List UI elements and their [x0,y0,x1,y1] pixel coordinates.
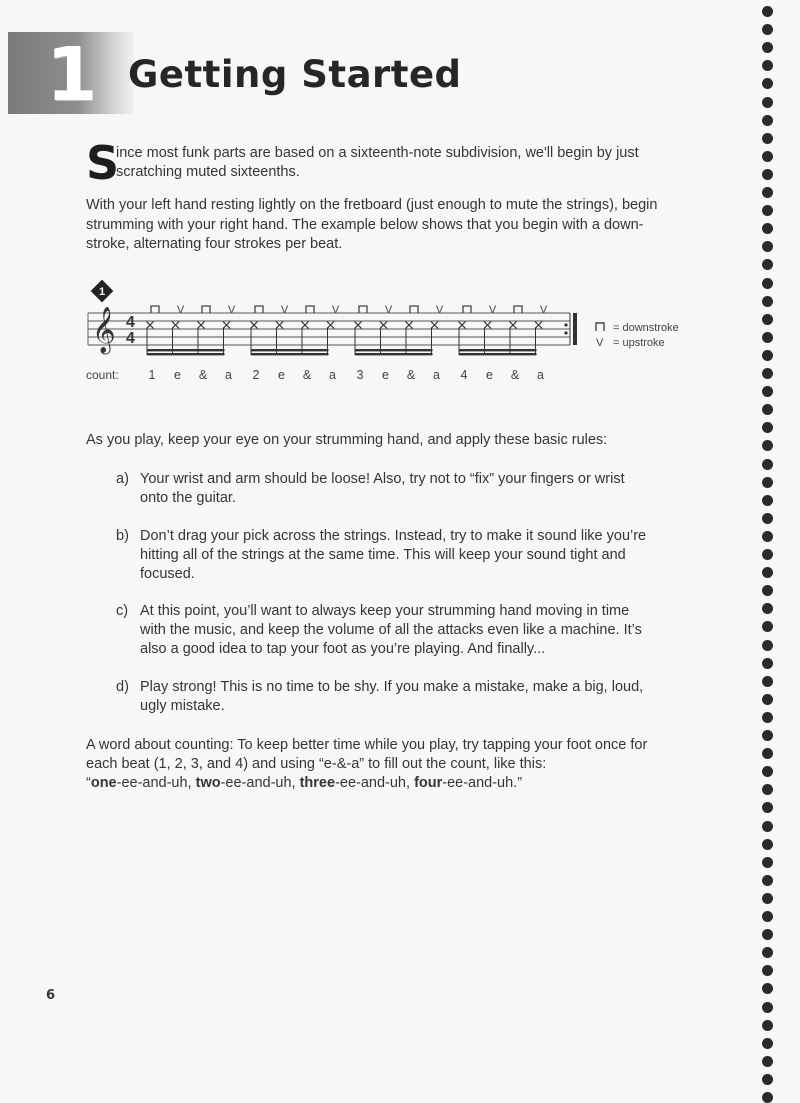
binding-hole [762,821,773,832]
binding-hole [762,60,773,71]
count-syllable: e [278,368,285,382]
binding-hole [762,332,773,343]
count-text: -ee-and-uh, [220,775,300,791]
rule-d-line-2: ugly mistake. [140,698,225,714]
beam [459,353,537,355]
rule-marker: a) [116,471,129,487]
rules-intro: As you play, keep your eye on your strumming hand, and apply these basic rules: [86,432,608,448]
binding-hole [762,133,773,144]
binding-hole [762,241,773,252]
binding-hole [762,422,773,433]
rule-d-line-1: Play strong! This is no time to be shy. If you make a mistake, make a big, loud, [140,679,644,695]
treble-clef: 𝄞 [92,308,116,352]
chapter-title: Getting Started [128,53,462,96]
count-label: count: [86,368,119,382]
binding-hole [762,386,773,397]
downstroke-mark [463,306,471,313]
rule-c-line-3: also a good idea to tap your foot as you’re playing. And finally... [140,641,546,657]
downstroke-mark [306,306,314,313]
upstroke-mark: V [539,304,548,316]
count-word-bold: two [195,775,221,791]
count-syllable: a [225,368,232,382]
binding-hole [762,151,773,162]
beam [459,349,537,351]
binding-hole [762,549,773,560]
binding-hole [762,1038,773,1049]
upstroke-mark: V [384,304,393,316]
binding-hole [762,1074,773,1085]
binding-hole [762,24,773,35]
binding-hole [762,784,773,795]
beam [355,349,433,351]
downstroke-mark [410,306,418,313]
downstroke-mark [151,306,159,313]
stroke-legend [596,322,679,349]
binding-hole [762,169,773,180]
rule-b-line-1: Don’t drag your pick across the strings. Instead, try to make it sound like you’re [140,528,647,544]
count-syllable: & [198,368,208,382]
binding-hole [762,78,773,89]
count-text: -ee-and-uh, [116,775,196,791]
example-number: 1 [98,286,106,298]
upstroke-mark: V [488,304,497,316]
counting-line-2: each beat (1, 2, 3, and 4) and using “e-&-a” to fill out the count, like this: [86,756,547,772]
binding-hole [762,947,773,958]
binding-hole [762,857,773,868]
binding-hole [762,368,773,379]
count-syllable: a [433,368,440,382]
count-syllable: e [174,368,181,382]
rule-marker: b) [116,528,129,544]
upstroke-mark: V [227,304,236,316]
binding-hole [762,585,773,596]
binding-hole [762,459,773,470]
binding-hole [762,640,773,651]
binding-hole [762,97,773,108]
count-syllable: 4 [460,368,468,382]
music-example [0,275,800,385]
count-syllable: 3 [356,368,364,382]
binding-hole [762,6,773,17]
downstroke-mark [255,306,263,313]
counting-line-3 [86,774,706,794]
page-number: 6 [46,988,56,1003]
paragraph-instructions: With your left hand resting lightly on the fretboard (just enough to mute the strings), begin strumming with your right hand. The example below shows that you begin with a down-stroke, alternating four strokes per beat. [86,197,658,252]
binding-hole [762,983,773,994]
upstroke-mark: V [280,304,289,316]
example-badge [91,280,114,303]
count-syllable: 2 [252,368,260,382]
chapter-number: 1 [46,32,98,118]
rule-c-line-2: with the music, and keep the volume of all the attacks even like a machine. It’s [140,622,642,638]
downstroke-mark [359,306,367,313]
binding-hole [762,694,773,705]
binding-hole [762,513,773,524]
spiral-binding [762,0,774,1102]
binding-hole [762,440,773,451]
time-signature-top: 4 [126,314,135,331]
rule-marker: d) [116,679,129,695]
beam [251,349,329,351]
binding-hole [762,314,773,325]
beam [355,353,433,355]
binding-hole [762,350,773,361]
count-syllable: 1 [148,368,156,382]
binding-hole [762,567,773,578]
binding-hole [762,259,773,270]
count-syllable: & [510,368,520,382]
binding-hole [762,1002,773,1013]
count-syllable: a [537,368,544,382]
beam [251,353,329,355]
intro-line-1: ince most funk parts are based on a sixteenth-note subdivision, we'll begin by just [116,145,639,161]
binding-hole [762,911,773,922]
beam [147,349,225,351]
binding-hole [762,495,773,506]
count-syllable: & [302,368,312,382]
count-word-bold: one [90,775,117,791]
binding-hole [762,839,773,850]
binding-hole [762,676,773,687]
binding-hole [762,115,773,126]
binding-hole [762,404,773,415]
count-text: -ee-and-uh.” [442,775,523,791]
binding-hole [762,621,773,632]
upstroke-mark: V [176,304,185,316]
upstroke-mark: V [331,304,340,316]
binding-hole [762,603,773,614]
binding-hole [762,187,773,198]
count-syllable: & [406,368,416,382]
rule-b-line-3: focused. [140,566,195,582]
binding-hole [762,531,773,542]
binding-hole [762,296,773,307]
legend-downstroke: = downstroke [613,322,679,334]
count-syllable: e [486,368,493,382]
binding-hole [762,42,773,53]
time-signature-bottom: 4 [126,330,135,347]
downstroke-mark [202,306,210,313]
downstroke-mark [514,306,522,313]
binding-hole [762,658,773,669]
rule-a-line-2: onto the guitar. [140,490,236,506]
binding-hole [762,875,773,886]
legend-upstroke: = upstroke [613,337,665,349]
count-syllable: a [329,368,336,382]
upstroke-symbol: V [596,337,604,349]
count-text: “ [86,775,91,791]
binding-hole [762,766,773,777]
rule-a-line-1: Your wrist and arm should be loose! Also, try not to “fix” your fingers or wrist [140,471,625,487]
counting-line-1: A word about counting: To keep better time while you play, try tapping your foot once for [86,737,648,753]
binding-hole [762,748,773,759]
binding-hole [762,1020,773,1031]
binding-hole [762,893,773,904]
count-text: -ee-and-uh, [335,775,415,791]
binding-hole [762,223,773,234]
binding-hole [762,965,773,976]
count-word-bold: four [414,775,443,791]
binding-hole [762,1092,773,1103]
staff [88,313,570,345]
beam [147,353,225,355]
binding-hole [762,929,773,940]
binding-hole [762,205,773,216]
rule-marker: c) [116,603,129,619]
binding-hole [762,802,773,813]
rule-b-line-2: hitting all of the strings at the same time. This will keep your sound tight and [140,547,626,563]
rule-c-line-1: At this point, you’ll want to always keep your strumming hand moving in time [140,603,630,619]
drop-cap: S [86,136,120,190]
count-syllable: e [382,368,389,382]
binding-hole [762,1056,773,1067]
upstroke-mark: V [435,304,444,316]
binding-hole [762,278,773,289]
binding-hole [762,477,773,488]
count-word-bold: three [299,775,336,791]
binding-hole [762,712,773,723]
intro-line-2: scratching muted sixteenths. [116,164,300,180]
binding-hole [762,730,773,741]
downstroke-symbol [596,323,604,331]
